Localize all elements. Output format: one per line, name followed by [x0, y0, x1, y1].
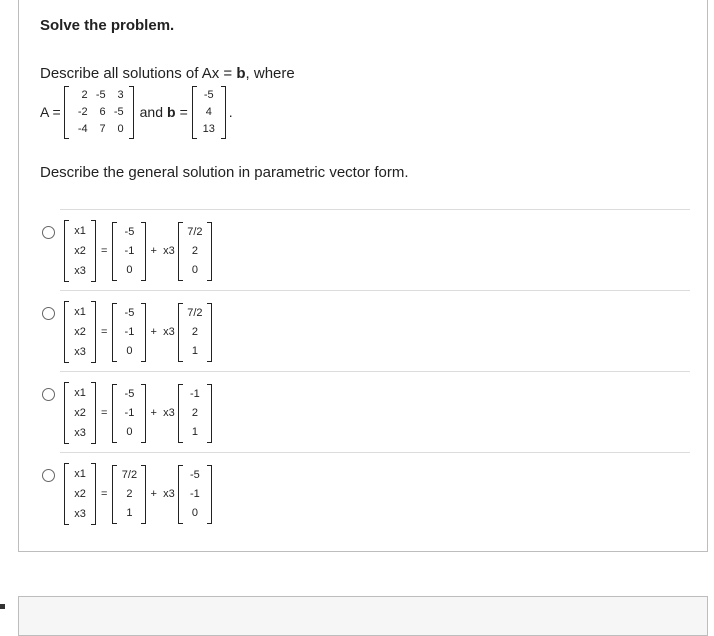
equals-sign: = [101, 488, 108, 500]
vector-cell: x2 [74, 245, 86, 257]
particular-vector [112, 303, 146, 362]
option-radio[interactable] [42, 307, 55, 320]
vector-cell: -5 [124, 306, 135, 319]
matrix-cell: -2 [77, 105, 88, 118]
bracket-right [207, 384, 212, 443]
b-symbol: b [236, 65, 246, 82]
plus-sign: + [150, 407, 157, 419]
x-vector-body [69, 301, 91, 363]
direction-vector-body [183, 222, 207, 281]
question-card [18, 0, 708, 552]
matrix-cell: -5 [113, 105, 124, 118]
option-radio[interactable] [42, 469, 55, 482]
divider [60, 452, 690, 453]
vector-cell: -1 [189, 387, 200, 400]
equals-text: = [219, 65, 237, 82]
matrix-cell: 0 [117, 122, 124, 135]
bracket-right [91, 301, 96, 363]
x-vector [64, 463, 96, 525]
vector-cell: x3 [74, 265, 86, 277]
vector-cell: x1 [74, 306, 86, 318]
vector-cell: x2 [74, 407, 86, 419]
particular-vector [112, 222, 146, 281]
parameter: x3 [163, 245, 175, 257]
vector-cell: x3 [74, 508, 86, 520]
vector-cell: x1 [74, 387, 86, 399]
bracket-right [91, 382, 96, 444]
vector-cell: 0 [126, 263, 133, 276]
matrix-cell: 2 [81, 88, 88, 101]
vector-cell: -1 [124, 325, 135, 338]
parameter: x3 [163, 407, 175, 419]
x-vector [64, 301, 96, 363]
divider [60, 209, 690, 210]
option-expression [64, 382, 212, 444]
direction-vector-body [183, 303, 207, 362]
direction-vector [178, 465, 212, 524]
option-expression [64, 301, 212, 363]
matrix-cell: 3 [117, 88, 124, 101]
vector-cell: 0 [191, 263, 198, 276]
matrix-cell: -5 [95, 88, 106, 101]
vector-cell: 4 [205, 105, 212, 118]
matrix-row [72, 121, 126, 138]
vector-cell: 0 [126, 425, 133, 438]
vector-cell: x1 [74, 468, 86, 480]
vector-cell: 0 [126, 344, 133, 357]
vector-cell: 2 [191, 406, 198, 419]
x-vector [64, 382, 96, 444]
margin-marker [0, 604, 5, 609]
vector-cell: 7/2 [187, 225, 203, 238]
option-radio[interactable] [42, 226, 55, 239]
bracket-right [91, 463, 96, 525]
matrix-cell: 7 [99, 122, 106, 135]
vector-cell: x3 [74, 346, 86, 358]
problem-statement [40, 65, 295, 82]
given-equation [40, 86, 233, 138]
b-label: b [167, 104, 176, 120]
divider [60, 290, 690, 291]
direction-vector-body [183, 384, 207, 443]
option-expression [64, 463, 212, 525]
vector-cell: -1 [124, 244, 135, 257]
question-title: Solve the problem. [40, 17, 175, 34]
matrix-row [72, 104, 126, 121]
direction-vector [178, 384, 212, 443]
particular-vector-body [117, 222, 141, 281]
bracket-right [129, 86, 134, 139]
direction-vector [178, 303, 212, 362]
statement-tail: , where [245, 65, 295, 82]
statement-text: Describe all solutions of A [40, 65, 212, 82]
vector-b [192, 86, 226, 139]
vector-cell: x1 [74, 225, 86, 237]
matrix-a [64, 86, 134, 139]
b-equals: = [179, 104, 188, 120]
parameter: x3 [163, 326, 175, 338]
x-vector [64, 220, 96, 282]
option-radio[interactable] [42, 388, 55, 401]
vector-cell: 2 [191, 244, 198, 257]
vector-cell: -5 [189, 468, 200, 481]
bracket-right [207, 465, 212, 524]
plus-sign: + [150, 245, 157, 257]
bracket-right [141, 384, 146, 443]
a-label: A = [40, 104, 61, 120]
vector-cell: 13 [202, 122, 215, 135]
vector-cell: 7/2 [187, 306, 203, 319]
vector-cell: 7/2 [121, 468, 138, 481]
vector-cell: -5 [203, 88, 214, 101]
particular-vector [112, 465, 146, 524]
vector-cell: -5 [124, 225, 135, 238]
vector-cell: 1 [191, 344, 198, 357]
divider [60, 371, 690, 372]
vector-cell: -1 [124, 406, 135, 419]
vector-cell: 1 [191, 425, 198, 438]
bracket-right [207, 222, 212, 281]
bracket-right [221, 86, 226, 139]
vector-cell: 2 [191, 325, 198, 338]
next-question-card [18, 596, 708, 636]
matrix-row [72, 87, 126, 104]
period: . [228, 104, 233, 120]
particular-vector-body [117, 303, 141, 362]
matrix-cell: 6 [99, 105, 106, 118]
vector-cell: x2 [74, 326, 86, 338]
vector-cell: 2 [126, 487, 133, 500]
vector-cell: -5 [124, 387, 135, 400]
particular-vector-body [117, 384, 141, 443]
vector-cell: 1 [126, 506, 133, 519]
bracket-right [141, 303, 146, 362]
plus-sign: + [150, 488, 157, 500]
particular-vector-body [117, 465, 141, 524]
direction-vector [178, 222, 212, 281]
x-vector-body [69, 382, 91, 444]
and-text: and [139, 104, 163, 120]
bracket-right [141, 465, 146, 524]
vector-cell: x3 [74, 427, 86, 439]
matrix-a-body [69, 86, 129, 139]
sub-question: Describe the general solution in parametric vector form. [40, 164, 409, 181]
option-expression [64, 220, 212, 282]
vector-cell: x2 [74, 488, 86, 500]
bracket-right [91, 220, 96, 282]
bracket-right [141, 222, 146, 281]
equals-sign: = [101, 326, 108, 338]
x-symbol: x [211, 65, 220, 82]
x-vector-body [69, 463, 91, 525]
vector-b-body [197, 86, 221, 139]
matrix-cell: -4 [77, 122, 88, 135]
vector-cell: -1 [189, 487, 200, 500]
particular-vector [112, 384, 146, 443]
bracket-right [207, 303, 212, 362]
x-vector-body [69, 220, 91, 282]
equals-sign: = [101, 407, 108, 419]
direction-vector-body [183, 465, 207, 524]
vector-cell: 0 [191, 506, 198, 519]
parameter: x3 [163, 488, 175, 500]
equals-sign: = [101, 245, 108, 257]
plus-sign: + [150, 326, 157, 338]
